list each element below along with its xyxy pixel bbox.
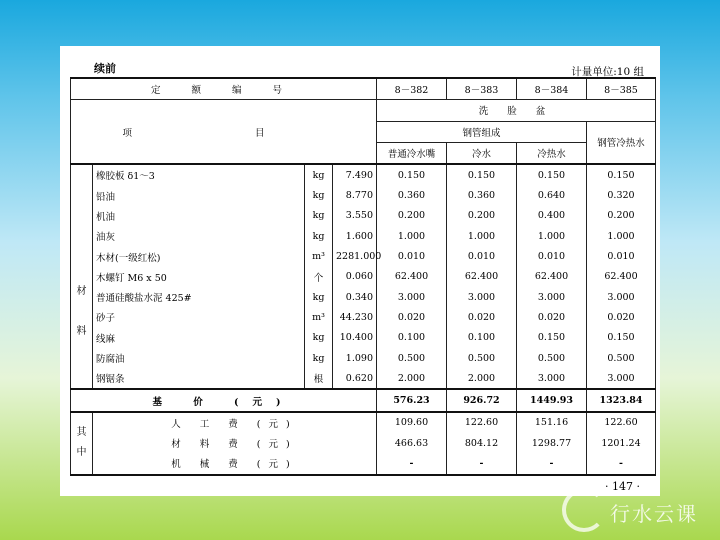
labor-label: 人 工 费 (元) [93,412,377,433]
qty-cell: 0.200 [447,206,517,226]
material-row [71,328,656,348]
watermark-text: 行水云课 [610,502,698,526]
material-fee-row [71,433,656,453]
qty-cell: 0.150 [517,328,587,348]
qty-cell: 0.150 [517,164,587,185]
material-unit: kg [305,348,333,368]
code-cell: 8－382 [377,78,447,100]
qty-cell: 3.000 [377,287,447,307]
qty-cell: 0.100 [377,328,447,348]
watermark-logo [562,486,712,534]
material-name: 油灰 [93,226,305,246]
qty-cell: 62.400 [517,267,587,287]
material-row [71,307,656,327]
qty-cell: 0.500 [447,348,517,368]
material-price: 44.230 [333,307,377,327]
qty-cell: 1.000 [587,226,656,246]
material-row [71,185,656,205]
labor-cell: 151.16 [517,412,587,433]
qty-cell: 0.320 [587,185,656,205]
material-price: 0.620 [333,368,377,389]
qty-cell: 0.150 [587,164,656,185]
material-unit: kg [305,226,333,246]
subgroup-label: 钢管组成 [377,121,587,142]
material-unit: kg [305,164,333,185]
qty-cell: 0.020 [587,307,656,327]
qty-cell: 0.010 [517,246,587,266]
base-price-cell: 576.23 [377,389,447,411]
page-number: · 147 · [605,480,640,493]
qty-cell: 0.020 [377,307,447,327]
variant-label: 普通冷水嘴 [377,142,447,164]
qty-cell: 62.400 [447,267,517,287]
material-name: 木螺钉 M6 x 50 [93,267,305,287]
material-row [71,368,656,389]
qty-cell: 2.000 [377,368,447,389]
material-unit: m³ [305,307,333,327]
variant-label: 钢管冷热水 [587,121,656,164]
base-price-label: 基 价 (元) [71,389,377,411]
qty-cell: 3.000 [447,287,517,307]
code-cell: 8－384 [517,78,587,100]
material-row [71,246,656,266]
material-fee-cell: 1298.77 [517,433,587,453]
among-side-label: 其 中 [71,412,93,475]
logo-swirl-icon [562,488,606,532]
document-page [60,46,660,496]
material-fee-cell: 466.63 [377,433,447,453]
qty-cell: 0.360 [377,185,447,205]
code-cell: 8－385 [587,78,656,100]
material-name: 木材(一级红松) [93,246,305,266]
labor-cell: 122.60 [447,412,517,433]
group-label: 洗 脸 盆 [377,100,656,121]
material-name: 砂子 [93,307,305,327]
labor-cell: 109.60 [377,412,447,433]
code-label: 定 额 编 号 [71,78,377,100]
machine-cell: - [377,453,447,474]
material-price: 1.090 [333,348,377,368]
unit-label: 计量单位:10 组 [571,66,644,78]
continued-label: 续前 [94,62,116,75]
material-row [71,206,656,226]
qty-cell: 0.400 [517,206,587,226]
material-unit: kg [305,185,333,205]
machine-label: 机 械 费 (元) [93,453,377,474]
material-unit: 个 [305,267,333,287]
material-unit: kg [305,206,333,226]
material-price: 0.060 [333,267,377,287]
qty-cell: 1.000 [517,226,587,246]
labor-cell: 122.60 [587,412,656,433]
base-price-cell: 1323.84 [587,389,656,411]
material-row [71,164,656,185]
quota-table [70,77,656,476]
qty-cell: 0.500 [377,348,447,368]
qty-cell: 62.400 [587,267,656,287]
material-price: 7.490 [333,164,377,185]
material-unit: 根 [305,368,333,389]
item-label: 项 目 [71,100,377,164]
material-unit: m³ [305,246,333,266]
qty-cell: 0.500 [587,348,656,368]
qty-cell: 0.360 [447,185,517,205]
base-price-row [71,389,656,411]
machine-row [71,453,656,474]
material-price: 10.400 [333,328,377,348]
machine-cell: - [447,453,517,474]
material-unit: kg [305,287,333,307]
qty-cell: 0.150 [447,164,517,185]
qty-cell: 0.010 [377,246,447,266]
material-fee-cell: 1201.24 [587,433,656,453]
code-row [71,78,656,100]
qty-cell: 0.020 [517,307,587,327]
qty-cell: 3.000 [517,287,587,307]
material-price: 2281.000 [333,246,377,266]
material-side-label: 材 料 [71,164,93,389]
material-price: 8.770 [333,185,377,205]
group-row [71,100,656,121]
material-name: 防腐油 [93,348,305,368]
material-row [71,226,656,246]
material-fee-label: 材 料 费 (元) [93,433,377,453]
qty-cell: 0.010 [587,246,656,266]
material-row [71,348,656,368]
qty-cell: 0.150 [587,328,656,348]
labor-row [71,412,656,433]
qty-cell: 0.020 [447,307,517,327]
qty-cell: 62.400 [377,267,447,287]
qty-cell: 0.100 [447,328,517,348]
qty-cell: 2.000 [447,368,517,389]
material-name: 铅油 [93,185,305,205]
qty-cell: 1.000 [377,226,447,246]
material-name: 线麻 [93,328,305,348]
qty-cell: 3.000 [517,368,587,389]
material-name: 钢锯条 [93,368,305,389]
material-fee-cell: 804.12 [447,433,517,453]
variant-label: 冷热水 [517,142,587,164]
material-row [71,287,656,307]
material-price: 1.600 [333,226,377,246]
machine-cell: - [517,453,587,474]
qty-cell: 0.010 [447,246,517,266]
qty-cell: 0.200 [377,206,447,226]
qty-cell: 3.000 [587,287,656,307]
material-row [71,267,656,287]
qty-cell: 0.500 [517,348,587,368]
variant-label: 冷水 [447,142,517,164]
qty-cell: 3.000 [587,368,656,389]
material-name: 机油 [93,206,305,226]
machine-cell: - [587,453,656,474]
qty-cell: 1.000 [447,226,517,246]
material-price: 3.550 [333,206,377,226]
qty-cell: 0.640 [517,185,587,205]
code-cell: 8－383 [447,78,517,100]
base-price-cell: 1449.93 [517,389,587,411]
qty-cell: 0.200 [587,206,656,226]
base-price-cell: 926.72 [447,389,517,411]
material-unit: kg [305,328,333,348]
qty-cell: 0.150 [377,164,447,185]
material-price: 0.340 [333,287,377,307]
material-name: 普通硅酸盐水泥 425# [93,287,305,307]
material-name: 橡胶板 δ1～3 [93,164,305,185]
